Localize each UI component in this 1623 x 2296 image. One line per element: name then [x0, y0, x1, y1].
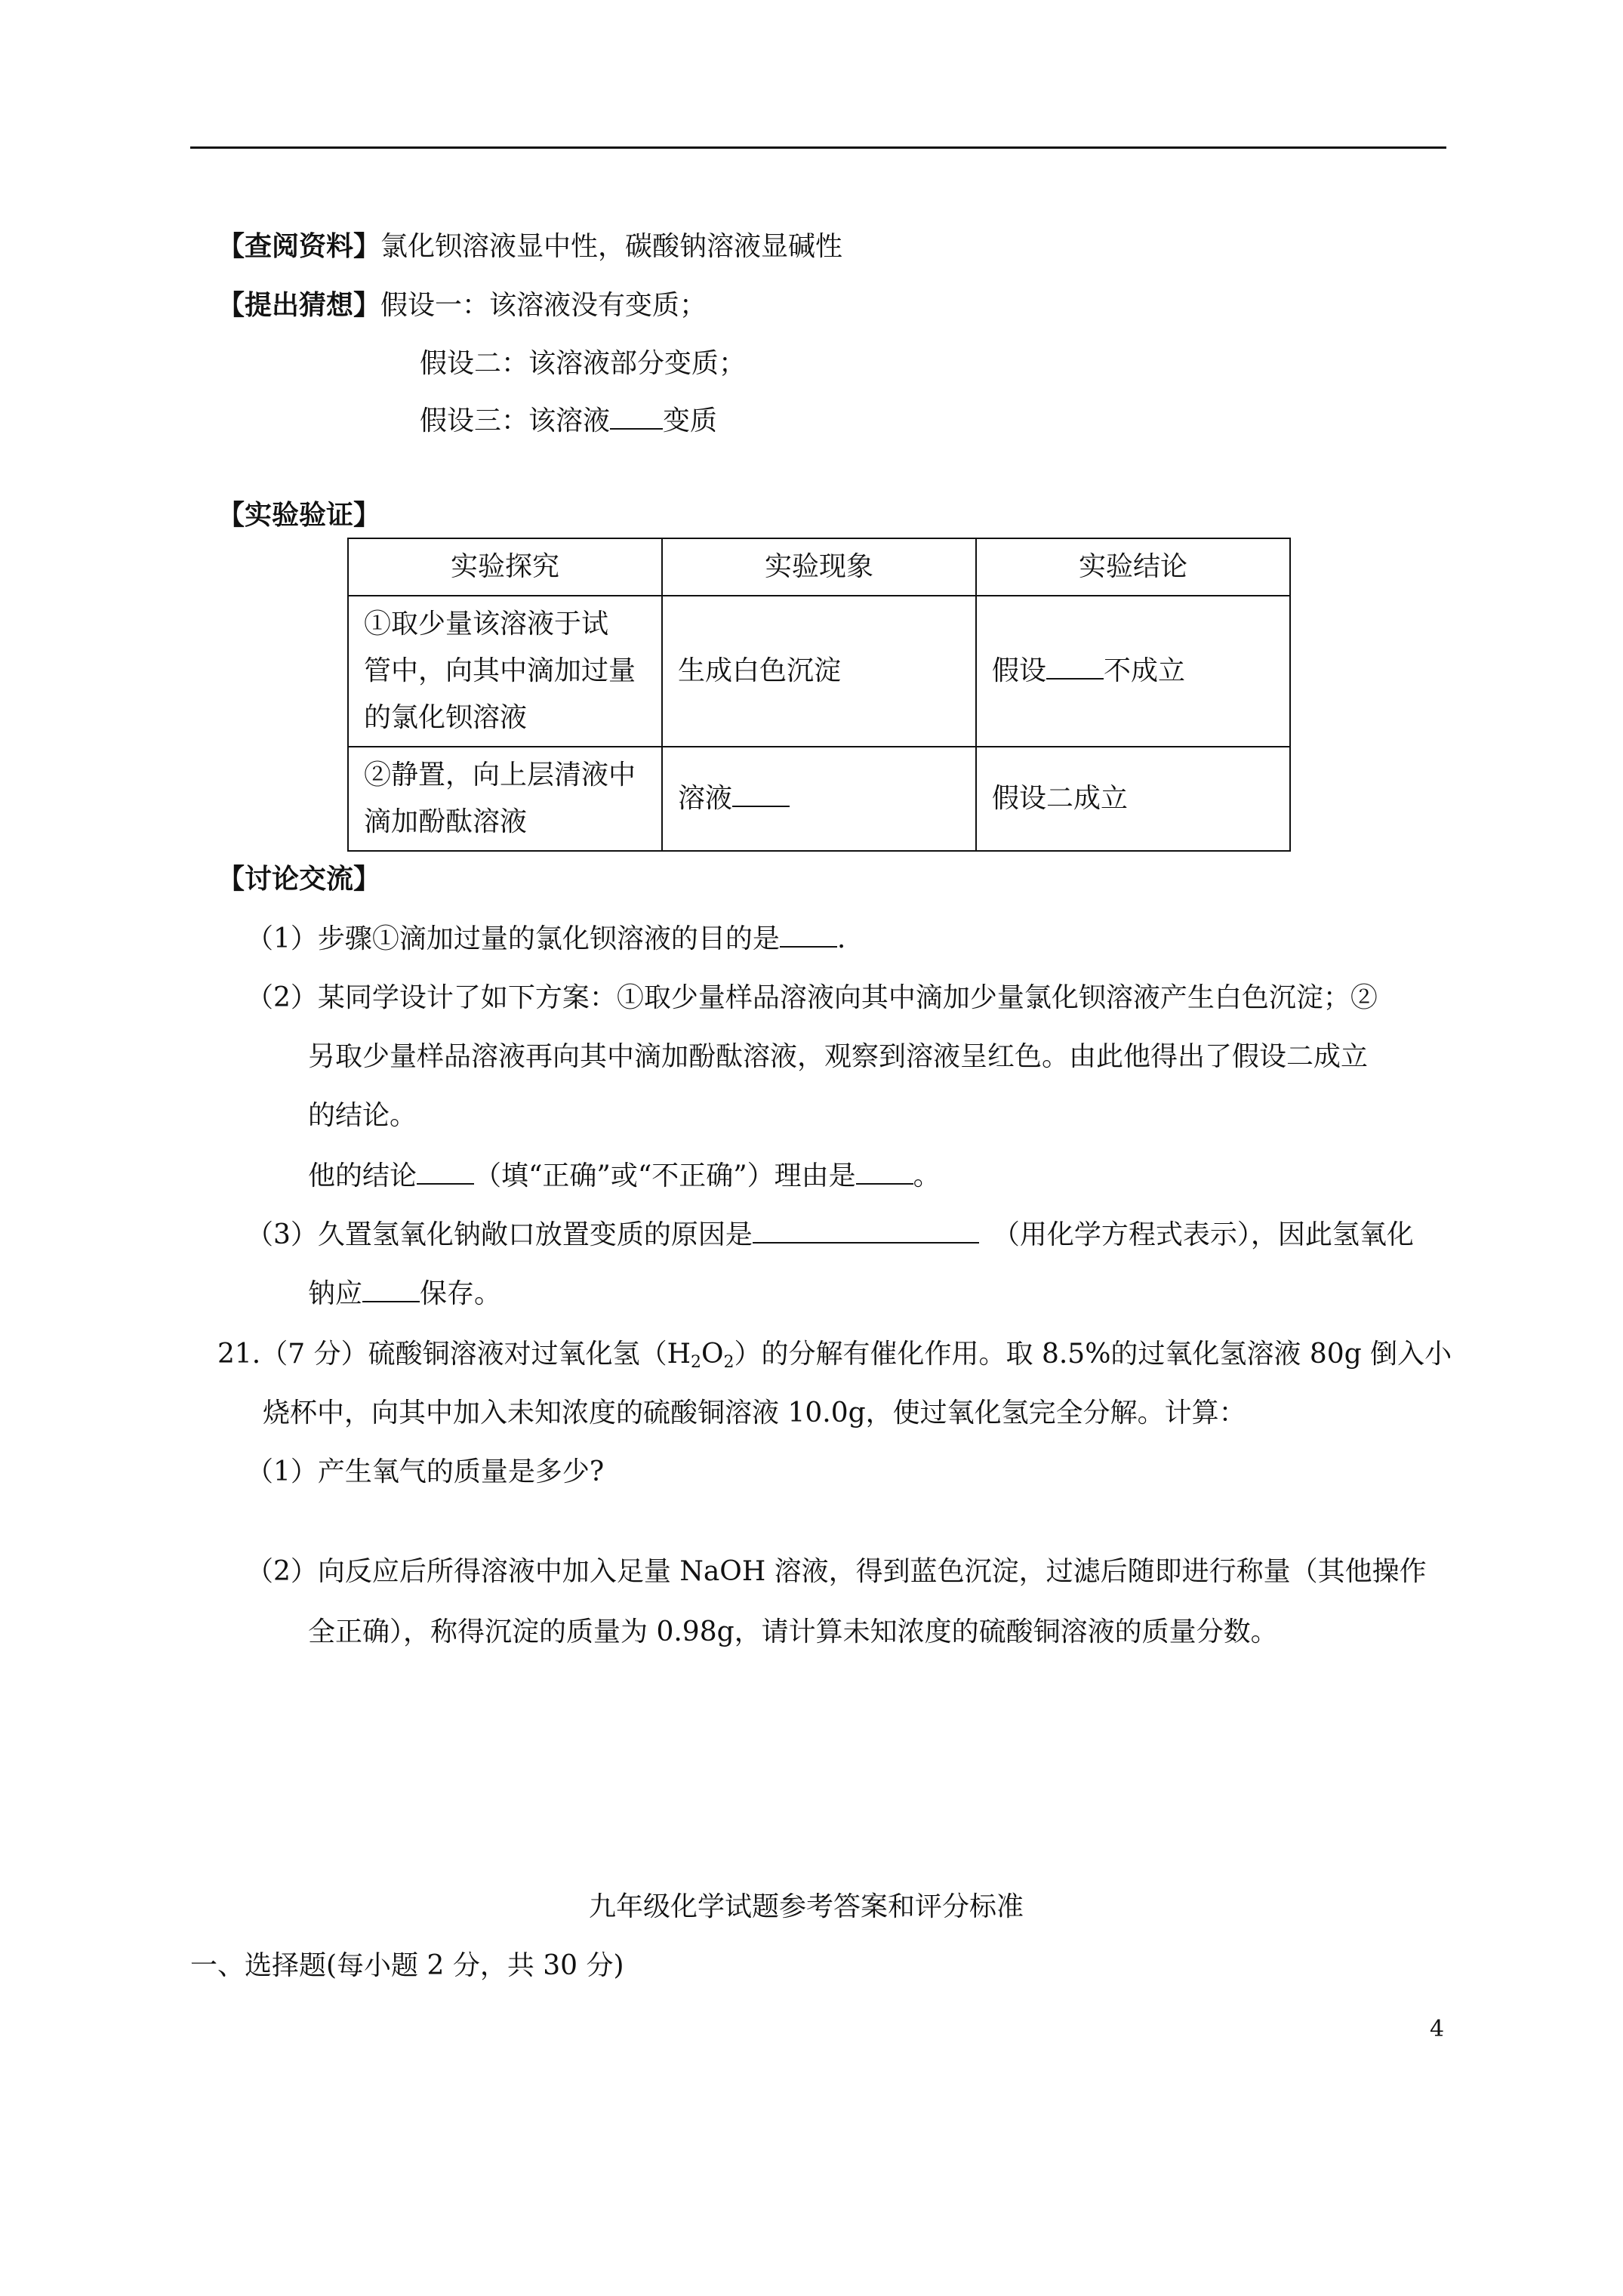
discussion-q2-line4: 他的结论 （填“正确”或“不正确”）理由是 。 [308, 1160, 941, 1191]
discussion-q3-line1: （3）久置氢氧化钠敞口放置变质的原因是 （用化学方程式表示），因此氢氧化 [246, 1219, 1414, 1250]
discussion-q1: （1）步骤①滴加过量的氯化钡溶液的目的是 . [246, 923, 846, 954]
row1-inquiry: ①取少量该溶液于试 管中，向其中滴加过量 的氯化钡溶液 [348, 596, 662, 747]
discussion-q3-line2: 钠应 保存。 [308, 1278, 502, 1309]
experiment-table [347, 538, 1291, 852]
discussion-q2-line2: 另取少量样品溶液再向其中滴加酚酞溶液，观察到溶液呈红色。由此他得出了假设二成立 [308, 1041, 1369, 1072]
discussion-q2-line3: 的结论。 [308, 1100, 417, 1131]
header-conclusion: 实验结论 [976, 538, 1290, 596]
discussion-tag: 【讨论交流】 [217, 863, 381, 895]
answers-section1: 一、选择题(每小题 2 分，共 30 分) [190, 1950, 624, 1981]
answers-title: 九年级化学试题参考答案和评分标准 [589, 1891, 1024, 1922]
row1-conclusion: 假设 不成立 [976, 596, 1290, 747]
header-rule [190, 146, 1446, 149]
hypothesis-3-blank [610, 405, 663, 430]
q3-storage-blank [362, 1278, 420, 1302]
row2-phenomenon: 溶液 [662, 747, 976, 851]
q21-part1: （1）产生氧气的质量是多少? [246, 1456, 605, 1487]
hypothesis-tag: 【提出猜想】 [217, 289, 381, 321]
row1-phenomenon: 生成白色沉淀 [662, 596, 976, 747]
row2-phenomenon-blank [732, 783, 790, 807]
consult-text: 氯化钡溶液显中性，碳酸钠溶液显碱性 [380, 231, 843, 262]
hypothesis-line-1 [217, 288, 707, 322]
row1-conclusion-blank [1046, 655, 1104, 680]
header-inquiry: 实验探究 [348, 538, 662, 596]
q21-line1: 21.（7 分）硫酸铜溶液对过氧化氢$(H_2O_2)$的分解有催化作用。取 8.5%的过氧化氢溶液 80g 倒入小 [217, 1339, 1452, 1372]
hypothesis-2: 假设二：该溶液部分变质； [420, 348, 747, 379]
verify-tag: 【实验验证】 [217, 499, 381, 531]
q2-blank-2 [856, 1160, 913, 1185]
consult-line [217, 230, 842, 264]
hypothesis-3: 假设三：该溶液 变质 [420, 405, 718, 436]
table-header-row [348, 538, 1290, 596]
q21-line2: 烧杯中，向其中加入未知浓度的硫酸铜溶液 10.0g，使过氧化氢完全分解。计算： [263, 1398, 1246, 1428]
hypothesis-1: 假设一：该溶液没有变质； [380, 290, 707, 321]
header-phenomenon: 实验现象 [662, 538, 976, 596]
q21-part2-line2: 全正确），称得沉淀的质量为 0.98g，请计算未知浓度的硫酸铜溶液的质量分数。 [308, 1616, 1278, 1647]
q21-part2-line1: （2）向反应后所得溶液中加入足量 NaOH 溶液，得到蓝色沉淀，过滤后随即进行称量（其他操作 [246, 1556, 1427, 1587]
page-number: 4 [1430, 2016, 1445, 2042]
row2-inquiry: ②静置，向上层清液中 滴加酚酞溶液 [348, 747, 662, 851]
table-row [348, 747, 1290, 851]
consult-tag: 【查阅资料】 [217, 230, 381, 262]
table-row [348, 596, 1290, 747]
row2-conclusion: 假设二成立 [976, 747, 1290, 851]
discussion-q2-line1: （2）某同学设计了如下方案：①取少量样品溶液向其中滴加少量氯化钡溶液产生白色沉淀；② [246, 982, 1378, 1013]
q3-equation-blank [753, 1219, 979, 1244]
q1-blank [780, 923, 837, 948]
q2-blank-1 [417, 1160, 474, 1185]
